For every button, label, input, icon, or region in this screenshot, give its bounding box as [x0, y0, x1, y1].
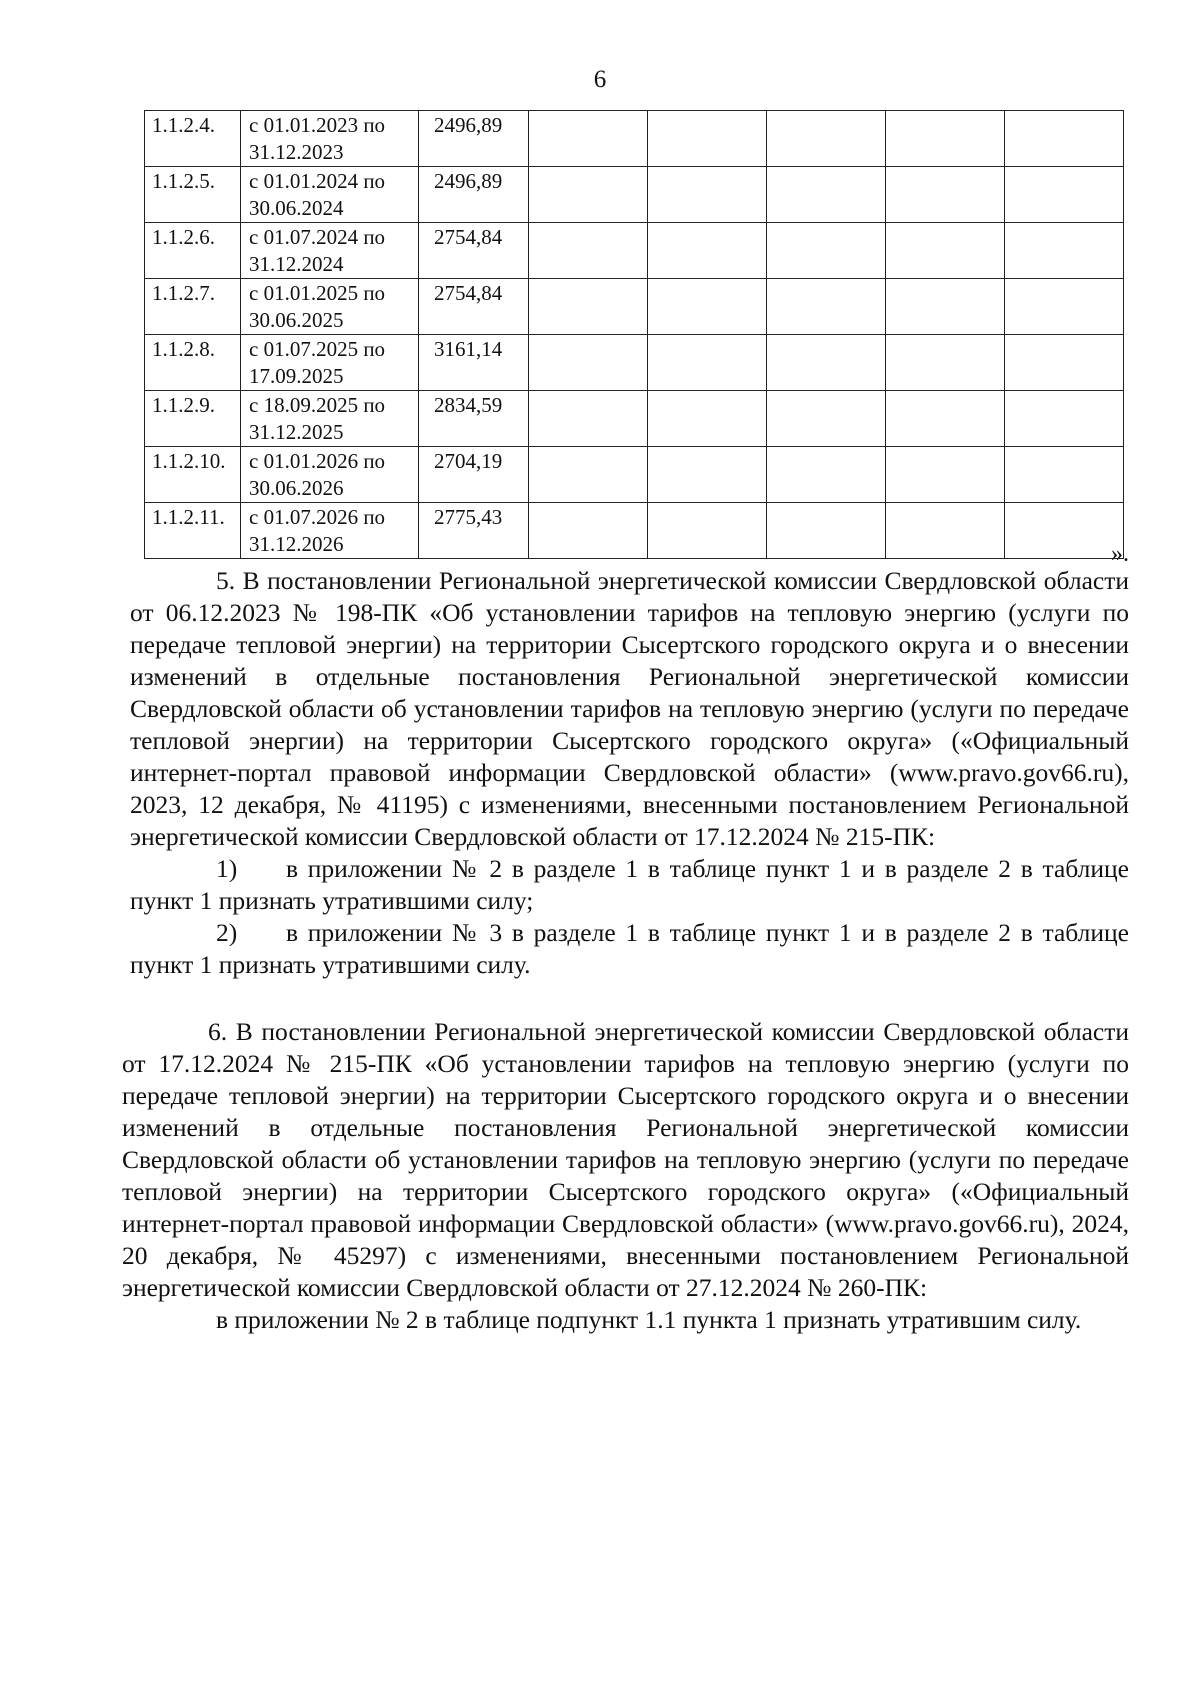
empty-cell [1005, 167, 1124, 223]
period-end: 30.06.2024 [249, 196, 344, 220]
period-cell [241, 503, 419, 559]
empty-cell [648, 503, 767, 559]
empty-cell [886, 111, 1005, 167]
table-row [145, 447, 1124, 503]
empty-cell [529, 279, 648, 335]
period-start: с 01.07.2026 по [249, 505, 386, 529]
empty-cell [1005, 111, 1124, 167]
empty-cell [767, 279, 886, 335]
empty-cell [767, 391, 886, 447]
row-number-cell: 1.1.2.9. [145, 391, 241, 447]
table-row [145, 503, 1124, 559]
table-row [145, 335, 1124, 391]
empty-cell [1005, 447, 1124, 503]
section-5-item-1 [130, 853, 1129, 917]
period-end: 31.12.2024 [249, 252, 344, 276]
page-number: 6 [593, 66, 607, 93]
empty-cell [529, 447, 648, 503]
row-number-cell: 1.1.2.4. [145, 111, 241, 167]
period-cell [241, 111, 419, 167]
section-6 [122, 1016, 1129, 1336]
section-5-item-2-number: 2) [216, 918, 238, 947]
period-cell [241, 447, 419, 503]
empty-cell [529, 223, 648, 279]
table-row [145, 167, 1124, 223]
table-row [145, 391, 1124, 447]
tariff-value-cell: 3161,14 [419, 335, 529, 391]
row-number-cell: 1.1.2.11. [145, 503, 241, 559]
empty-cell [767, 335, 886, 391]
period-start: с 01.01.2026 по [249, 449, 386, 473]
empty-cell [886, 447, 1005, 503]
row-number-cell: 1.1.2.10. [145, 447, 241, 503]
period-start: с 01.01.2025 по [249, 281, 386, 305]
empty-cell [767, 447, 886, 503]
closing-quote: ». [1111, 541, 1129, 567]
section-5 [130, 565, 1129, 981]
row-number-cell: 1.1.2.7. [145, 279, 241, 335]
empty-cell [886, 335, 1005, 391]
section-6-action: в приложении № 2 в таблице подпункт 1.1 пункта 1 признать утратившим силу. [216, 1305, 1082, 1334]
empty-cell [1005, 279, 1124, 335]
empty-cell [648, 223, 767, 279]
empty-cell [886, 279, 1005, 335]
empty-cell [648, 391, 767, 447]
empty-cell [1005, 335, 1124, 391]
empty-cell [767, 111, 886, 167]
table-row [145, 111, 1124, 167]
period-end: 31.12.2026 [249, 532, 344, 556]
empty-cell [1005, 391, 1124, 447]
tariff-value-cell: 2704,19 [419, 447, 529, 503]
empty-cell [529, 167, 648, 223]
empty-cell [886, 391, 1005, 447]
period-cell [241, 391, 419, 447]
period-end: 17.09.2025 [249, 364, 344, 388]
row-number-cell: 1.1.2.6. [145, 223, 241, 279]
empty-cell [529, 335, 648, 391]
section-5-item-2-text: в приложении № 3 в разделе 1 в таблице пункт 1 и в разделе 2 в таблице пункт 1 признать утратившими силу. [130, 918, 1129, 979]
empty-cell [529, 391, 648, 447]
empty-cell [886, 503, 1005, 559]
tariff-value-cell: 2834,59 [419, 391, 529, 447]
section-6-intro: 6. В постановлении Региональной энергетической комиссии Свердловской области от 17.12.2024 № 215-ПК «Об установлении тарифов на тепловую энергию (услуги по передаче тепловой энергии) на территории Сысертского городского округа и о внесении изменений в отдельные постановления Региональной энергетической комиссии Свердловской области об установлении тарифов на тепловую энергию (услуги по передаче тепловой энергии) на территории Сысертского городского округа» («Официальный интернет-портал правовой информации Свердловской области» (www.pravo.gov66.ru), 2024, 20 декабря, № 45297) с изменениями, внесенными постановлением Региональной энергетической комиссии Свердловской области от 27.12.2024 № 260-ПК: [122, 1017, 1129, 1302]
period-start: с 01.07.2024 по [249, 225, 386, 249]
tariff-table [144, 110, 1124, 559]
period-end: 31.12.2025 [249, 420, 344, 444]
tariff-value-cell: 2496,89 [419, 167, 529, 223]
row-number-cell: 1.1.2.8. [145, 335, 241, 391]
empty-cell [648, 335, 767, 391]
empty-cell [767, 167, 886, 223]
empty-cell [886, 223, 1005, 279]
tariff-value-cell: 2754,84 [419, 223, 529, 279]
period-end: 30.06.2026 [249, 476, 344, 500]
empty-cell [529, 111, 648, 167]
empty-cell [1005, 223, 1124, 279]
empty-cell [767, 503, 886, 559]
section-5-item-2 [130, 917, 1129, 981]
period-start: с 01.01.2024 по [249, 169, 386, 193]
empty-cell [648, 447, 767, 503]
section-5-item-1-number: 1) [216, 854, 238, 883]
period-end: 31.12.2023 [249, 140, 344, 164]
period-cell [241, 167, 419, 223]
tariff-value-cell: 2754,84 [419, 279, 529, 335]
empty-cell [648, 279, 767, 335]
empty-cell [1005, 503, 1124, 559]
empty-cell [648, 167, 767, 223]
empty-cell [648, 111, 767, 167]
section-5-item-1-text: в приложении № 2 в разделе 1 в таблице пункт 1 и в разделе 2 в таблице пункт 1 признать утратившими силу; [130, 854, 1129, 915]
section-5-intro: 5. В постановлении Региональной энергетической комиссии Свердловской области от 06.12.2023 № 198-ПК «Об установлении тарифов на тепловую энергию (услуги по передаче тепловой энергии) на территории Сысертского городского округа и о внесении изменений в отдельные постановления Региональной энергетической комиссии Свердловской области об установлении тарифов на тепловую энергию (услуги по передаче тепловой энергии) на территории Сысертского городского округа» («Официальный интернет-портал правовой информации Свердловской области» (www.pravo.gov66.ru), 2023, 12 декабря, № 41195) с изменениями, внесенными постановлением Региональной энергетической комиссии Свердловской области от 17.12.2024 № 215-ПК: [130, 566, 1129, 851]
period-start: с 01.07.2025 по [249, 337, 386, 361]
period-cell [241, 335, 419, 391]
empty-cell [886, 167, 1005, 223]
table-row [145, 279, 1124, 335]
tariff-value-cell: 2496,89 [419, 111, 529, 167]
period-start: с 01.01.2023 по [249, 113, 386, 137]
tariff-value-cell: 2775,43 [419, 503, 529, 559]
period-start: с 18.09.2025 по [249, 393, 386, 417]
tariff-table-body [145, 111, 1124, 559]
row-number-cell: 1.1.2.5. [145, 167, 241, 223]
empty-cell [767, 223, 886, 279]
table-row [145, 223, 1124, 279]
period-cell [241, 279, 419, 335]
empty-cell [529, 503, 648, 559]
period-end: 30.06.2025 [249, 308, 344, 332]
period-cell [241, 223, 419, 279]
